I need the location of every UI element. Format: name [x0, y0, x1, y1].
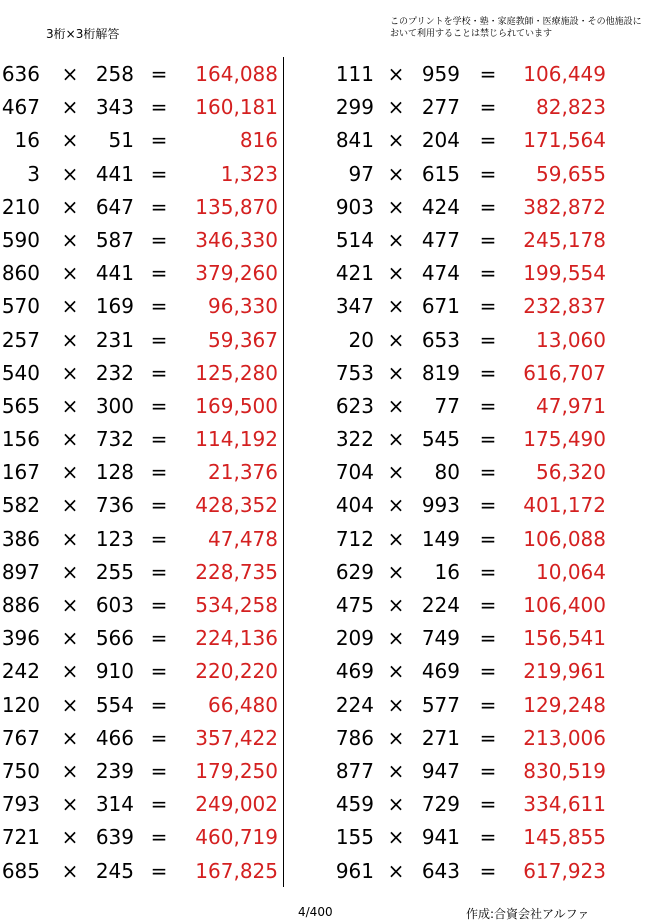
answer: 245,178	[523, 227, 606, 252]
answer: 59,655	[536, 161, 606, 186]
answer: 160,181	[195, 95, 278, 120]
times-sign: ×	[387, 526, 405, 551]
equals-sign: =	[479, 725, 497, 750]
multiplier: 615	[421, 161, 460, 186]
answer: 228,735	[195, 559, 278, 584]
equals-sign: =	[479, 62, 497, 86]
answer: 232,837	[523, 294, 606, 319]
equals-sign: =	[150, 526, 168, 551]
equals-sign: =	[479, 261, 497, 286]
answer: 379,260	[195, 261, 278, 286]
multiplier: 671	[421, 294, 460, 319]
times-sign: ×	[61, 659, 79, 684]
times-sign: ×	[387, 493, 405, 518]
times-sign: ×	[61, 128, 79, 153]
times-sign: ×	[61, 95, 79, 120]
answer: 47,478	[208, 526, 278, 551]
equals-sign: =	[479, 294, 497, 319]
multiplier: 566	[95, 626, 134, 651]
answer: 617,923	[523, 858, 606, 883]
answer: 171,564	[523, 128, 606, 153]
multiplier: 736	[95, 493, 134, 518]
equals-sign: =	[150, 294, 168, 319]
multiplier: 424	[421, 194, 460, 219]
equals-sign: =	[150, 62, 168, 86]
multiplier: 639	[95, 825, 134, 850]
multiplier: 941	[421, 825, 460, 850]
multiplier: 603	[95, 593, 134, 617]
equals-sign: =	[479, 427, 497, 452]
answer: 199,554	[523, 261, 606, 286]
multiplier: 910	[95, 659, 134, 684]
multiplier: 123	[95, 526, 134, 551]
equals-sign: =	[150, 327, 168, 352]
times-sign: ×	[387, 825, 405, 850]
times-sign: ×	[61, 858, 79, 883]
answer: 401,172	[523, 493, 606, 518]
multiplicand: 421	[335, 261, 374, 286]
equals-sign: =	[479, 559, 497, 584]
author-credit: 作成:合資会社アルファ	[466, 907, 590, 921]
multiplier: 239	[95, 758, 134, 783]
answer: 96,330	[208, 294, 278, 319]
multiplicand: 210	[1, 194, 40, 219]
times-sign: ×	[387, 427, 405, 452]
equals-sign: =	[479, 95, 497, 120]
multiplier: 947	[421, 758, 460, 783]
multiplicand: 590	[1, 227, 40, 252]
answer: 213,006	[523, 725, 606, 750]
multiplicand: 120	[1, 692, 40, 717]
equals-sign: =	[150, 161, 168, 186]
answer: 357,422	[195, 725, 278, 750]
equals-sign: =	[150, 725, 168, 750]
answer: 346,330	[195, 227, 278, 252]
equals-sign: =	[150, 128, 168, 153]
multiplier: 232	[95, 360, 134, 385]
answer: 616,707	[523, 360, 606, 385]
times-sign: ×	[387, 460, 405, 485]
equals-sign: =	[479, 460, 497, 485]
times-sign: ×	[61, 227, 79, 252]
answer: 145,855	[523, 825, 606, 850]
answer: 106,400	[523, 593, 606, 617]
multiplier: 587	[95, 227, 134, 252]
equals-sign: =	[479, 692, 497, 717]
times-sign: ×	[387, 327, 405, 352]
times-sign: ×	[387, 559, 405, 584]
multiplicand: 167	[1, 460, 40, 485]
equals-sign: =	[479, 360, 497, 385]
times-sign: ×	[61, 261, 79, 286]
answer: 428,352	[195, 493, 278, 518]
multiplicand: 636	[1, 62, 40, 86]
times-sign: ×	[387, 393, 405, 418]
times-sign: ×	[387, 62, 405, 86]
multiplicand: 793	[1, 792, 40, 817]
multiplier: 643	[421, 858, 460, 883]
times-sign: ×	[387, 593, 405, 617]
multiplier: 300	[95, 393, 134, 418]
equals-sign: =	[150, 427, 168, 452]
multiplicand: 16	[14, 128, 40, 153]
equals-sign: =	[479, 227, 497, 252]
equals-sign: =	[150, 659, 168, 684]
times-sign: ×	[61, 294, 79, 319]
equals-sign: =	[150, 692, 168, 717]
answer: 830,519	[523, 758, 606, 783]
times-sign: ×	[387, 692, 405, 717]
equals-sign: =	[479, 493, 497, 518]
multiplicand: 877	[335, 758, 374, 783]
equals-sign: =	[479, 161, 497, 186]
answer: 129,248	[523, 692, 606, 717]
multiplier: 959	[421, 62, 460, 86]
multiplicand: 257	[1, 327, 40, 352]
multiplicand: 155	[335, 825, 374, 850]
equals-sign: =	[479, 858, 497, 883]
multiplicand: 582	[1, 493, 40, 518]
equals-sign: =	[150, 792, 168, 817]
times-sign: ×	[61, 327, 79, 352]
multiplier: 128	[95, 460, 134, 485]
times-sign: ×	[387, 659, 405, 684]
times-sign: ×	[387, 758, 405, 783]
equals-sign: =	[479, 792, 497, 817]
equals-sign: =	[150, 194, 168, 219]
multiplicand: 540	[1, 360, 40, 385]
times-sign: ×	[61, 360, 79, 385]
answer: 816	[239, 128, 278, 153]
multiplier: 441	[95, 161, 134, 186]
equals-sign: =	[150, 460, 168, 485]
multiplier: 441	[95, 261, 134, 286]
times-sign: ×	[387, 128, 405, 153]
multiplier: 477	[421, 227, 460, 252]
equals-sign: =	[150, 393, 168, 418]
times-sign: ×	[387, 725, 405, 750]
answer: 13,060	[536, 327, 606, 352]
times-sign: ×	[61, 526, 79, 551]
answer: 179,250	[195, 758, 278, 783]
answer: 219,961	[523, 659, 606, 684]
multiplicand: 209	[335, 626, 374, 651]
multiplicand: 347	[335, 294, 374, 319]
multiplicand: 685	[1, 858, 40, 883]
equals-sign: =	[479, 593, 497, 617]
multiplicand: 753	[335, 360, 374, 385]
multiplicand: 224	[335, 692, 374, 717]
answer: 10,064	[536, 559, 606, 584]
multiplier: 51	[108, 128, 134, 153]
times-sign: ×	[61, 626, 79, 651]
multiplier: 169	[95, 294, 134, 319]
times-sign: ×	[387, 294, 405, 319]
answer: 249,002	[195, 792, 278, 817]
multiplicand: 111	[335, 62, 374, 86]
multiplicand: 20	[348, 327, 374, 352]
times-sign: ×	[61, 758, 79, 783]
multiplicand: 897	[1, 559, 40, 584]
answer: 382,872	[523, 194, 606, 219]
usage-notice: このプリントを学校・塾・家庭教師・医療施設・その他施設において利用することは禁じられています	[390, 17, 642, 39]
equals-sign: =	[150, 493, 168, 518]
times-sign: ×	[387, 194, 405, 219]
equals-sign: =	[479, 825, 497, 850]
multiplier: 80	[434, 460, 460, 485]
multiplicand: 786	[335, 725, 374, 750]
equals-sign: =	[150, 825, 168, 850]
equals-sign: =	[150, 261, 168, 286]
multiplicand: 467	[1, 95, 40, 120]
equals-sign: =	[150, 227, 168, 252]
multiplier: 554	[95, 692, 134, 717]
multiplicand: 623	[335, 393, 374, 418]
multiplier: 271	[421, 725, 460, 750]
multiplier: 16	[434, 559, 460, 584]
multiplicand: 903	[335, 194, 374, 219]
answer: 66,480	[208, 692, 278, 717]
answer: 164,088	[195, 62, 278, 86]
multiplier: 647	[95, 194, 134, 219]
equals-sign: =	[479, 758, 497, 783]
equals-sign: =	[150, 626, 168, 651]
multiplier: 149	[421, 526, 460, 551]
multiplicand: 514	[335, 227, 374, 252]
equals-sign: =	[479, 128, 497, 153]
multiplier: 343	[95, 95, 134, 120]
equals-sign: =	[150, 758, 168, 783]
equals-sign: =	[479, 659, 497, 684]
times-sign: ×	[387, 95, 405, 120]
equals-sign: =	[479, 327, 497, 352]
times-sign: ×	[61, 194, 79, 219]
answer: 175,490	[523, 427, 606, 452]
multiplicand: 570	[1, 294, 40, 319]
answer: 169,500	[195, 393, 278, 418]
times-sign: ×	[61, 493, 79, 518]
answer: 125,280	[195, 360, 278, 385]
multiplicand: 886	[1, 593, 40, 617]
multiplier: 819	[421, 360, 460, 385]
times-sign: ×	[61, 792, 79, 817]
multiplier: 729	[421, 792, 460, 817]
equals-sign: =	[479, 526, 497, 551]
answer: 59,367	[208, 327, 278, 352]
multiplicand: 97	[348, 161, 374, 186]
multiplier: 749	[421, 626, 460, 651]
times-sign: ×	[61, 161, 79, 186]
answer: 220,220	[195, 659, 278, 684]
multiplicand: 459	[335, 792, 374, 817]
column-divider	[283, 57, 284, 887]
times-sign: ×	[61, 825, 79, 850]
multiplicand: 156	[1, 427, 40, 452]
equals-sign: =	[150, 593, 168, 617]
equals-sign: =	[479, 393, 497, 418]
times-sign: ×	[387, 161, 405, 186]
multiplier: 474	[421, 261, 460, 286]
times-sign: ×	[387, 858, 405, 883]
multiplier: 545	[421, 427, 460, 452]
page-number: 4/400	[298, 905, 333, 919]
equals-sign: =	[150, 858, 168, 883]
multiplicand: 322	[335, 427, 374, 452]
multiplicand: 961	[335, 858, 374, 883]
multiplicand: 767	[1, 725, 40, 750]
answer: 56,320	[536, 460, 606, 485]
multiplicand: 242	[1, 659, 40, 684]
answer: 82,823	[536, 95, 606, 120]
times-sign: ×	[61, 559, 79, 584]
equals-sign: =	[150, 360, 168, 385]
answer: 460,719	[195, 825, 278, 850]
multiplicand: 629	[335, 559, 374, 584]
times-sign: ×	[387, 792, 405, 817]
answer: 334,611	[523, 792, 606, 817]
times-sign: ×	[387, 360, 405, 385]
answer: 114,192	[195, 427, 278, 452]
multiplier: 224	[421, 593, 460, 617]
multiplier: 993	[421, 493, 460, 518]
multiplier: 258	[95, 62, 134, 86]
multiplier: 577	[421, 692, 460, 717]
times-sign: ×	[61, 427, 79, 452]
times-sign: ×	[61, 725, 79, 750]
multiplier: 732	[95, 427, 134, 452]
times-sign: ×	[61, 62, 79, 86]
multiplier: 277	[421, 95, 460, 120]
equals-sign: =	[150, 95, 168, 120]
answer: 156,541	[523, 626, 606, 651]
times-sign: ×	[61, 692, 79, 717]
multiplicand: 469	[335, 659, 374, 684]
multiplier: 77	[434, 393, 460, 418]
multiplicand: 721	[1, 825, 40, 850]
multiplier: 204	[421, 128, 460, 153]
multiplicand: 841	[335, 128, 374, 153]
answer: 135,870	[195, 194, 278, 219]
times-sign: ×	[61, 393, 79, 418]
times-sign: ×	[387, 261, 405, 286]
answer: 1,323	[220, 161, 278, 186]
multiplicand: 386	[1, 526, 40, 551]
answer: 21,376	[208, 460, 278, 485]
multiplier: 245	[95, 858, 134, 883]
multiplier: 466	[95, 725, 134, 750]
multiplicand: 3	[27, 161, 40, 186]
equals-sign: =	[479, 626, 497, 651]
answer: 106,449	[523, 62, 606, 86]
multiplier: 231	[95, 327, 134, 352]
times-sign: ×	[387, 227, 405, 252]
answer: 106,088	[523, 526, 606, 551]
multiplicand: 860	[1, 261, 40, 286]
multiplicand: 404	[335, 493, 374, 518]
answer: 224,136	[195, 626, 278, 651]
multiplier: 255	[95, 559, 134, 584]
multiplicand: 475	[335, 593, 374, 617]
times-sign: ×	[61, 593, 79, 617]
multiplicand: 396	[1, 626, 40, 651]
answer: 47,971	[536, 393, 606, 418]
equals-sign: =	[479, 194, 497, 219]
multiplier: 469	[421, 659, 460, 684]
answer: 534,258	[195, 593, 278, 617]
multiplicand: 750	[1, 758, 40, 783]
times-sign: ×	[387, 626, 405, 651]
multiplier: 653	[421, 327, 460, 352]
times-sign: ×	[61, 460, 79, 485]
page-title: 3桁×3桁解答	[46, 27, 120, 41]
answer: 167,825	[195, 858, 278, 883]
multiplicand: 565	[1, 393, 40, 418]
multiplier: 314	[95, 792, 134, 817]
multiplicand: 712	[335, 526, 374, 551]
multiplicand: 299	[335, 95, 374, 120]
equals-sign: =	[150, 559, 168, 584]
multiplicand: 704	[335, 460, 374, 485]
